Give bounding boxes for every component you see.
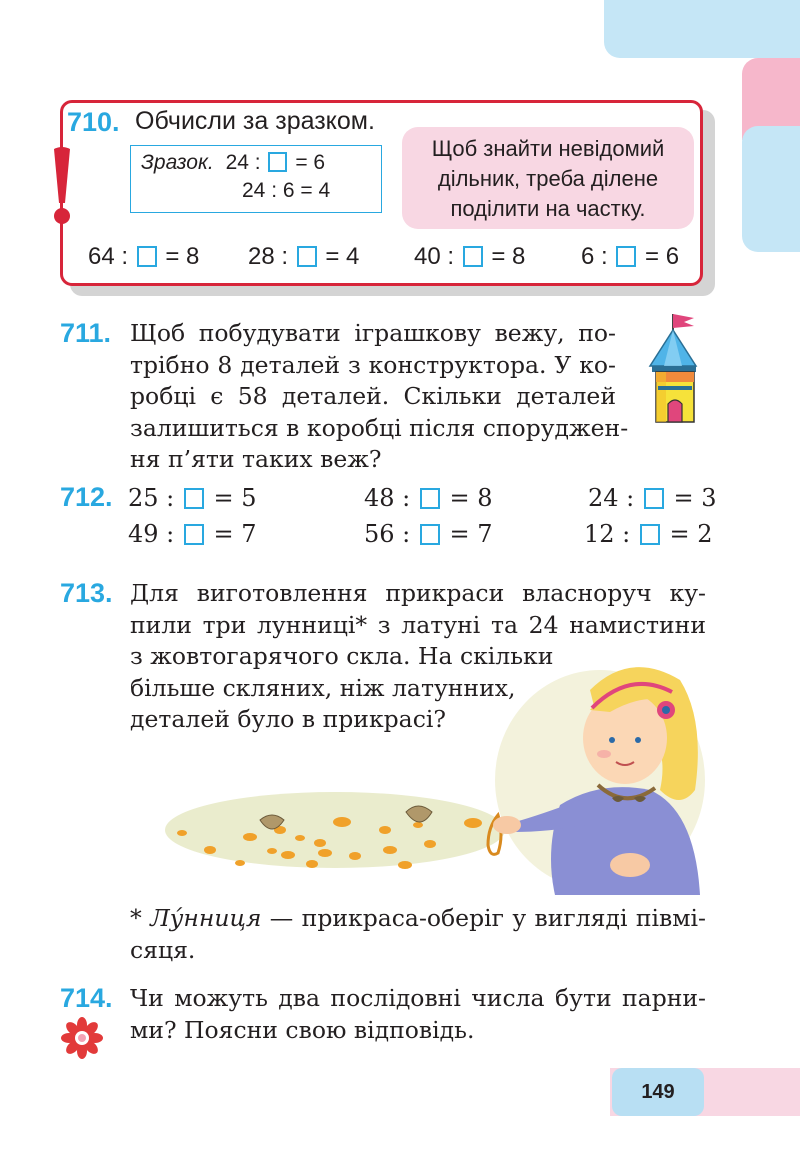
equation-right: = 4 (325, 243, 360, 270)
toy-tower-illustration (648, 310, 714, 425)
exercise-number-712: 712. (60, 482, 113, 512)
text-line: трібно 8 деталей з конструктора. У ко- (130, 350, 616, 379)
text-line: Чи можуть два послідовні числа бути парни- (130, 984, 706, 1012)
exercise-713-text-top (130, 578, 706, 641)
equation-right: = 3 (673, 484, 717, 512)
sample-line1-right: = 6 (295, 151, 326, 174)
text-line: більше скляних, ніж латунних, (130, 673, 516, 702)
text-line: Для виготовлення прикраси власноруч ку- (130, 579, 706, 607)
answer-box[interactable] (184, 524, 204, 545)
answer-box[interactable] (268, 152, 287, 172)
equation-right: = 8 (165, 243, 200, 270)
equation-right: = 6 (645, 243, 680, 270)
answer-box[interactable] (137, 246, 157, 267)
exercise-710-task: Обчисли за зразком. (135, 107, 375, 135)
girl-with-jewelry-illustration (160, 650, 705, 895)
thinking-flower-icon (61, 1017, 103, 1059)
equation-left: 24 : (588, 484, 635, 512)
footnote-star: * (130, 904, 142, 932)
exercise-number-710: 710. (67, 107, 120, 137)
text-line: з жовтогарячого скла. На скільки (130, 642, 554, 670)
equation-left: 40 : (414, 243, 455, 270)
exercise-number-713: 713. (60, 578, 113, 608)
sample-line2: 24 : 6 = 4 (242, 179, 331, 202)
answer-box[interactable] (616, 246, 636, 267)
exercise-number-714: 714. (60, 983, 113, 1013)
equation-right: = 5 (213, 484, 257, 512)
text-line: пили три лунниці* з латуні та 24 намистини (130, 610, 706, 639)
text-line: деталей було в прикрасі? (130, 705, 446, 733)
equation-right: = 8 (491, 243, 526, 270)
page-number-tab (612, 1068, 704, 1116)
answer-box[interactable] (420, 488, 440, 509)
equation-right: = 7 (449, 520, 493, 548)
equation-left: 28 : (248, 243, 289, 270)
rule-line-1: Щоб знайти невідомий (431, 136, 665, 161)
text-line: ня п’яти таких веж? (130, 445, 382, 473)
sample-box (130, 145, 382, 213)
footnote-line-2: сяця. (130, 935, 196, 964)
page-edge-tab-top (604, 0, 800, 58)
sample-line1-left: 24 : (225, 151, 261, 174)
exercise-711-text (130, 318, 629, 476)
text-line: залишиться в коробці після споруджен- (130, 413, 629, 442)
exercise-714-text (130, 983, 706, 1046)
rule-box (402, 127, 694, 229)
answer-box[interactable] (640, 524, 660, 545)
sample-label: Зразок. (141, 151, 214, 174)
footnote-definition: — прикраса-оберіг у вигляді півмі- (261, 904, 706, 932)
answer-box[interactable] (184, 488, 204, 509)
rule-line-2: дільник, треба ділене (437, 166, 659, 191)
equation-left: 64 : (88, 243, 129, 270)
equation-right: = 8 (449, 484, 493, 512)
equation-left: 48 : (364, 484, 411, 512)
page-edge-tab-blue (742, 126, 800, 252)
exercise-number-711: 711. (60, 318, 112, 348)
text-line: ми? Поясни свою відповідь. (130, 1015, 475, 1044)
equation-left: 6 : (581, 243, 608, 270)
equation-left: 56 : (364, 520, 411, 548)
equation-right: = 2 (669, 520, 713, 548)
rule-line-3: поділити на частку. (450, 196, 646, 221)
text-line: Щоб побудувати іграшкову вежу, по- (130, 319, 616, 347)
equation-left: 49 : (128, 520, 175, 548)
text-line: робці є 58 деталей. Скільки деталей (130, 382, 616, 410)
page-number: 149 (641, 1081, 675, 1103)
answer-box[interactable] (644, 488, 664, 509)
answer-box[interactable] (463, 246, 483, 267)
footnote-term: Лу́нниця (150, 904, 262, 932)
footnote (130, 903, 706, 966)
equation-left: 12 : (584, 520, 631, 548)
equation-right: = 7 (213, 520, 257, 548)
equation-left: 25 : (128, 484, 175, 512)
answer-box[interactable] (420, 524, 440, 545)
answer-box[interactable] (297, 246, 317, 267)
exclamation-icon (50, 145, 74, 227)
